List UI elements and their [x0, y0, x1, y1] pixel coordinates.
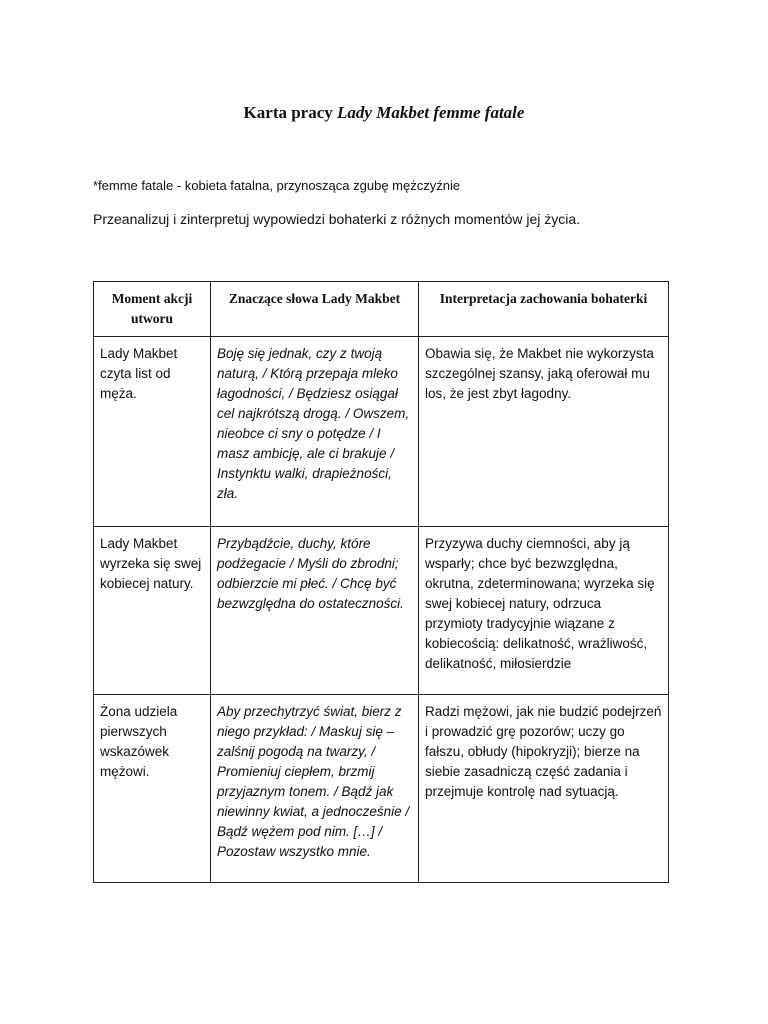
instruction-text: Przeanalizuj i zinterpretuj wypowiedzi bohaterki z różnych momentów jej życia.: [93, 211, 581, 227]
cell-moment: Lady Makbet wyrzeka się swej kobiecej natury.: [94, 527, 211, 695]
cell-interpretation: Radzi mężowi, jak nie budzić podejrzeń i prowadzić grę pozorów; uczy go fałszu, obłudy (hipokryzji); bierze na siebie zasadniczą część zadania i przejmuje kontrolę nad sytuacją.: [419, 695, 669, 883]
table-header-row: [94, 282, 669, 337]
cell-quote: Przybądźcie, duchy, które podżegacie / Myśli do zbrodni; odbierzcie mi płeć. / Chcę być bezwzględna do ostateczności.: [211, 527, 419, 695]
title-prefix: Karta pracy: [243, 103, 338, 122]
footnote: *femme fatale - kobieta fatalna, przynosząca zgubę mężczyźnie: [93, 178, 461, 193]
header-quote: Znaczące słowa Lady Makbet: [211, 282, 419, 337]
page-title: [0, 103, 768, 123]
cell-moment: Żona udziela pierwszych wskazówek mężowi.: [94, 695, 211, 883]
cell-quote: Boję się jednak, czy z twoją naturą, / Którą przepaja mleko łagodności, / Będziesz osiągał cel najkrótszą drogą. / Owszem, nieobce ci sny o potędze / I masz ambicję, ale ci brakuje / Instynktu walki, drapieżności, zła.: [211, 337, 419, 527]
cell-quote: Aby przechytrzyć świat, bierz z niego przykład: / Maskuj się – zalśnij pogodą na twarzy, / Promieniuj ciepłem, brzmij przyjaznym tonem. / Bądź jak niewinny kwiat, a jednocześnie / Bądź wężem pod nim. […] / Pozostaw wszystko mnie.: [211, 695, 419, 883]
cell-interpretation: Przyzywa duchy ciemności, aby ją wsparły; chce być bezwzględna, okrutna, zdeterminowana; wyrzeka się swej kobiecej natury, odrzuca przymioty tradycyjnie wiązane z kobiecością: delikatność, wrażliwość, delikatność, miłosierdzie: [419, 527, 669, 695]
title-emphasis: Lady Makbet femme fatale: [337, 103, 525, 122]
cell-interpretation: Obawia się, że Makbet nie wykorzysta szczególnej szansy, jaką oferował mu los, że jest zbyt łagodny.: [419, 337, 669, 527]
table-row: [94, 527, 669, 695]
worksheet-table: [93, 281, 669, 883]
header-interpretation: Interpretacja zachowania bohaterki: [419, 282, 669, 337]
table-row: [94, 695, 669, 883]
header-moment: Moment akcji utworu: [94, 282, 211, 337]
cell-moment: Lady Makbet czyta list od męża.: [94, 337, 211, 527]
table-row: [94, 337, 669, 527]
